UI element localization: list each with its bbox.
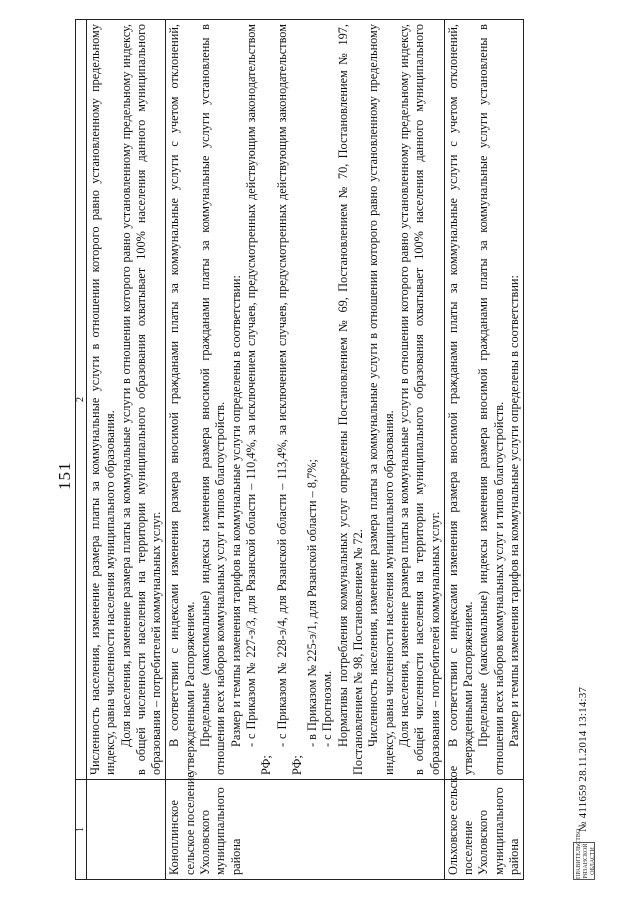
description-paragraph: Нормативы потребления коммунальных услуг определены Постановлением № 69, Постановлением № 70, Постановлением № 197, Постановлением № 98, Постановлением № 72. (335, 24, 366, 775)
description-paragraph: Численность населения, изменение размера платы за коммунальные услуги в отношении которого равно установленному предельному индексу, равна численности населения муниципального образования. (88, 24, 118, 775)
description-paragraph: - с Прогнозом. (320, 670, 335, 747)
description-paragraph: Доля населения, изменение размера платы за коммунальные услуги в отношении которого равно установленному предельному индексу, в общей численности населения на территории муниципального образования охватывает 100% населения данного муниципального образования – потребителей коммунальных услуг. (118, 24, 164, 775)
municipality-name-line: Коноплинское (167, 800, 182, 875)
municipality-name-line: Ольховское сельское (445, 765, 460, 875)
municipality-name-line: поселение (461, 820, 476, 875)
description-cell (444, 20, 523, 780)
stamp-logo-line: ПРАВИТЕЛЬСТВО (576, 828, 582, 879)
tariff-table (75, 19, 524, 880)
municipality-name-line: района (228, 838, 243, 875)
description-paragraph: В соответствии с индексами изменения размера вносимой гражданами платы за коммунальные услуги с учетом отклонений, утвержденными Распоряжением. (445, 24, 476, 775)
municipality-cell (444, 765, 523, 880)
municipality-name-line: муниципального (213, 787, 228, 875)
stamp-registration-number: № 411659 28.11.2014 13:14:37 (577, 686, 589, 832)
description-paragraph: Численность населения, изменение размера платы за коммунальные услуги в отношении которого равно установленному предельному индексу, равна численности населения муниципального образования. (366, 24, 396, 775)
description-paragraph: Размер и темпы изменения тарифов на коммунальные услуги определены в соответствии: (228, 275, 243, 747)
page-number: 151 (55, 461, 74, 490)
description-paragraph: - с Приказом № 227-э/3, для Рязанской области – 110,4%, за исключением случаев, предусмотренных действующим законодательством РФ; (243, 24, 274, 775)
description-cell (87, 20, 166, 780)
municipality-name-line: Ухоловского (198, 809, 213, 875)
rotated-page (25, 20, 605, 880)
description-paragraph: Предельные (максимальные) индексы изменения размера вносимой гражданами платы за коммунальные услуги установлены в отношении всех наборов коммунальных услуг и типов благоустройств. (198, 24, 228, 775)
table-row (166, 20, 444, 880)
column-header-1: 1 (76, 780, 87, 880)
stamp-logo (573, 828, 596, 880)
description-paragraph: Доля населения, изменение размера платы за коммунальные услуги в отношении которого равно установленному предельному индексу, в общей численности населения на территории муниципального образования охватывает 100% населения данного муниципального образования – потребителей коммунальных услуг. (396, 24, 442, 775)
municipality-cell (87, 780, 166, 880)
municipality-name-line: сельское поселение (182, 772, 197, 875)
description-cell (166, 20, 444, 780)
description-paragraph: - в Приказом № 225-э/1, для Рязанской области – 8,7%; (305, 459, 320, 747)
municipality-cell (166, 772, 444, 880)
table-row (444, 20, 523, 880)
document-stamp (573, 20, 597, 880)
stamp-logo-line: ОБЛАСТИ (590, 847, 596, 875)
municipality-name-line: муниципального (491, 787, 506, 875)
description-paragraph: Предельные (максимальные) индексы изменения размера вносимой гражданами платы за коммунальные услуги установлены в отношении всех наборов коммунальных услуг и типов благоустройств. (476, 24, 506, 775)
description-paragraph: - с Приказом № 228-э/4, для Рязанской области – 113,4%, за исключением случаев, предусмотренных действующим законодательством РФ; (274, 24, 304, 775)
municipality-name-line: Ухоловского (476, 809, 491, 875)
description-paragraph: В соответствии с индексами изменения размера вносимой гражданами платы за коммунальные услуги с учетом отклонений, утвержденными Распоряжением. (167, 24, 197, 775)
table-row (87, 20, 166, 880)
column-header-2: 2 (76, 20, 87, 780)
municipality-name-line: района (507, 838, 522, 875)
description-paragraph: Размер и темпы изменения тарифов на коммунальные услуги определены в соответствии: (507, 275, 522, 747)
stamp-logo-line: РЯЗАНСКОЙ (583, 843, 589, 879)
table-header-row (76, 20, 87, 880)
